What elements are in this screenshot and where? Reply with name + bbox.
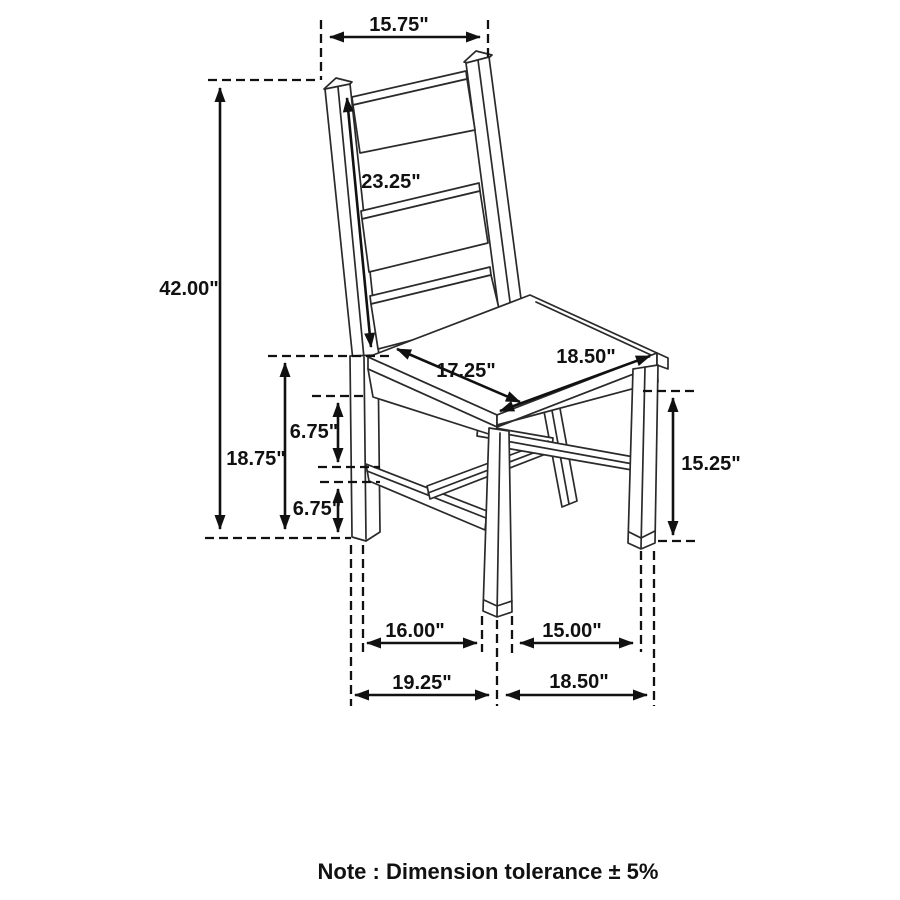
dim-label-apron-to-stretcher: 6.75" bbox=[289, 421, 339, 443]
dim-label-seat-height: 18.75" bbox=[226, 448, 286, 470]
tolerance-note: Note : Dimension tolerance ± 5% bbox=[317, 859, 659, 884]
dim-label-overall-height: 42.00" bbox=[159, 278, 219, 300]
chair-line-art bbox=[324, 51, 668, 617]
dim-label-front-leg-spacing: 16.00" bbox=[385, 620, 445, 642]
dim-label-side-leg-spacing: 15.00" bbox=[542, 620, 602, 642]
dim-label-back-width: 15.75" bbox=[369, 14, 429, 36]
dim-label-seat-width: 18.50" bbox=[556, 346, 616, 368]
dim-label-stretcher-to-floor: 6.75" bbox=[292, 498, 342, 520]
dim-label-backrest-length: 23.25" bbox=[361, 171, 421, 193]
dim-label-right-leg-height: 15.25" bbox=[681, 453, 741, 475]
dim-label-overall-depth: 19.25" bbox=[392, 672, 452, 694]
dim-label-overall-width: 18.50" bbox=[549, 671, 609, 693]
dim-label-seat-depth: 17.25" bbox=[436, 360, 496, 382]
